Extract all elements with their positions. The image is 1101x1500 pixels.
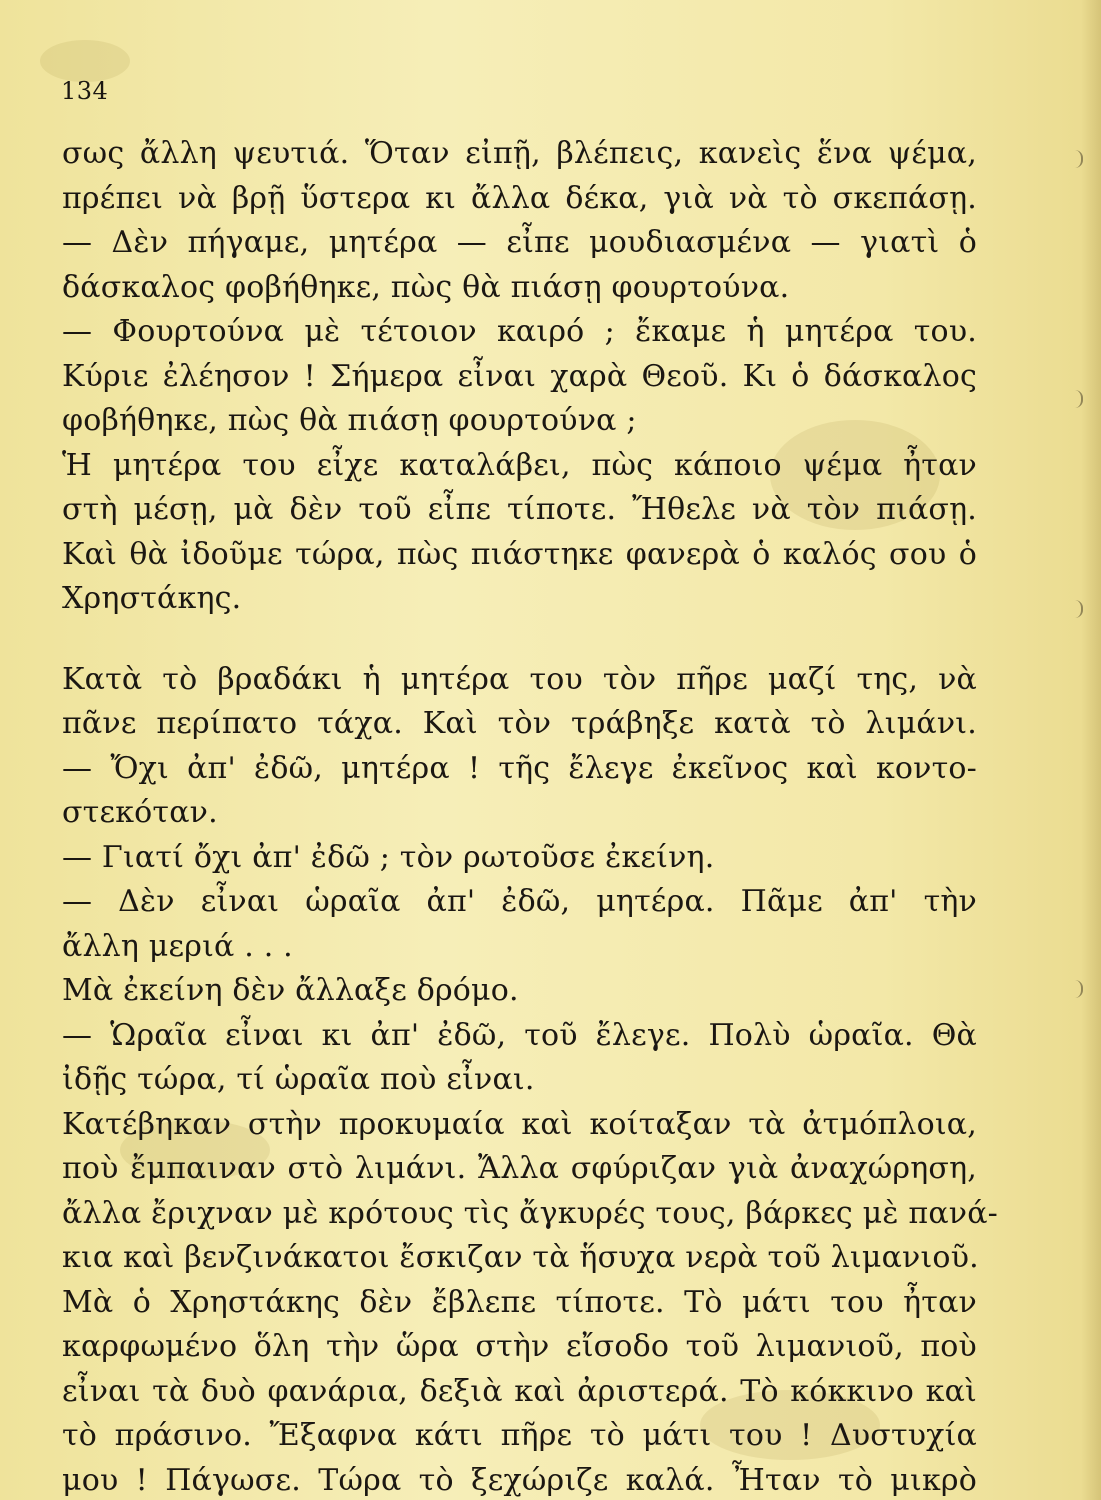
text-line: Καὶ θὰ ἰδοῦμε τώρα, πὼς πιάστηκε φανερὰ ὁ καλός σου ὁ	[62, 536, 977, 572]
text-line: σως ἄλλη ψευτιά. Ὅταν εἰπῇ, βλέπεις, κανεὶς ἕνα ψέμα,	[62, 136, 977, 171]
text-line: — Ὡραῖα εἶναι κι ἀπ' ἐδῶ, τοῦ ἔλεγε. Πολὺ ὡραῖα. Θὰ	[62, 1017, 977, 1053]
text-line: — Γιατί ὄχι ἀπ' ἐδῶ ; τὸν ρωτοῦσε ἐκείνη.	[62, 839, 715, 875]
text-line: Μὰ ὁ Χρηστάκης δὲν ἔβλεπε τίποτε. Τὸ μάτι του ἦταν	[62, 1284, 977, 1320]
paragraph-gap	[62, 622, 977, 658]
text-line: εἶναι τὰ δυὸ φανάρια, δεξιὰ καὶ ἀριστερά. Τὸ κόκκινο καὶ	[62, 1373, 977, 1409]
text-line: στεκόταν.	[62, 795, 218, 830]
text-line: — Δὲν εἶναι ὡραῖα ἀπ' ἐδῶ, μητέρα. Πᾶμε ἀπ' τὴν	[62, 884, 977, 919]
text-line: δάσκαλος φοβήθηκε, πὼς θὰ πιάσῃ φουρτούνα.	[62, 269, 790, 305]
page-edge-shadow	[1081, 0, 1101, 1500]
text-line: πρέπει νὰ βρῇ ὕστερα κι ἄλλα δέκα, γιὰ νὰ τὸ σκεπάσῃ.	[62, 180, 977, 216]
text-line: Χρηστάκης.	[62, 581, 242, 616]
text-line: Κύριε ἐλέησον ! Σήμερα εἶναι χαρὰ Θεοῦ. Κι ὁ δάσκαλος	[62, 358, 977, 394]
text-line: μου ! Πάγωσε. Τώρα τὸ ξεχώριζε καλά. Ἦταν τὸ μικρὸ	[62, 1462, 977, 1498]
text-line: ἰδῇς τώρα, τί ὡραῖα ποὺ εἶναι.	[62, 1062, 535, 1097]
text-line: στὴ μέσῃ, μὰ δὲν τοῦ εἶπε τίποτε. Ἤθελε νὰ τὸν πιάσῃ.	[62, 492, 977, 527]
text-line: πᾶνε περίπατο τάχα. Καὶ τὸν τράβηξε κατὰ τὸ λιμάνι.	[62, 706, 977, 741]
text-line: Κατὰ τὸ βραδάκι ἡ μητέρα του τὸν πῆρε μαζί της, νὰ	[62, 661, 977, 697]
main-text	[62, 132, 999, 1500]
text-line: — Φουρτούνα μὲ τέτοιον καιρό ; ἔκαμε ἡ μητέρα του.	[62, 314, 977, 349]
text-line: Κατέβηκαν στὴν προκυμαία καὶ κοίταξαν τὰ ἀτμόπλοια,	[62, 1106, 977, 1142]
text-line: φοβήθηκε, πὼς θὰ πιάσῃ φουρτούνα ;	[62, 403, 637, 438]
text-line: καρφωμένο ὅλη τὴν ὥρα στὴν εἴσοδο τοῦ λιμανιοῦ, ποὺ	[62, 1329, 977, 1364]
text-line: ἄλλα ἔριχναν μὲ κρότους τὶς ἄγκυρές τους, βάρκες μὲ πανά-	[62, 1195, 999, 1231]
page-number: 134	[61, 77, 109, 105]
text-line: τὸ πράσινο. Ἔξαφνα κάτι πῆρε τὸ μάτι του ! Δυστυχία	[62, 1418, 977, 1453]
text-line: Μὰ ἐκείνη δὲν ἄλλαξε δρόμο.	[62, 973, 519, 1008]
text-line: — Ὄχι ἀπ' ἐδῶ, μητέρα ! τῆς ἔλεγε ἐκεῖνος καὶ κοντο-	[62, 750, 977, 786]
text-line: Ἡ μητέρα του εἶχε καταλάβει, πὼς κάποιο ψέμα ἦταν	[62, 447, 977, 483]
text-line: κια καὶ βενζινάκατοι ἔσκιζαν τὰ ἥσυχα νερὰ τοῦ λιμανιοῦ.	[62, 1240, 979, 1275]
text-line: ἄλλη μεριά . . .	[62, 928, 293, 964]
text-line: — Δὲν πήγαμε, μητέρα — εἶπε μουδιασμένα — γιατὶ ὁ	[62, 225, 977, 260]
text-line: ποὺ ἔμπαιναν στὸ λιμάνι. Ἄλλα σφύριζαν γιὰ ἀναχώρηση,	[62, 1151, 977, 1186]
